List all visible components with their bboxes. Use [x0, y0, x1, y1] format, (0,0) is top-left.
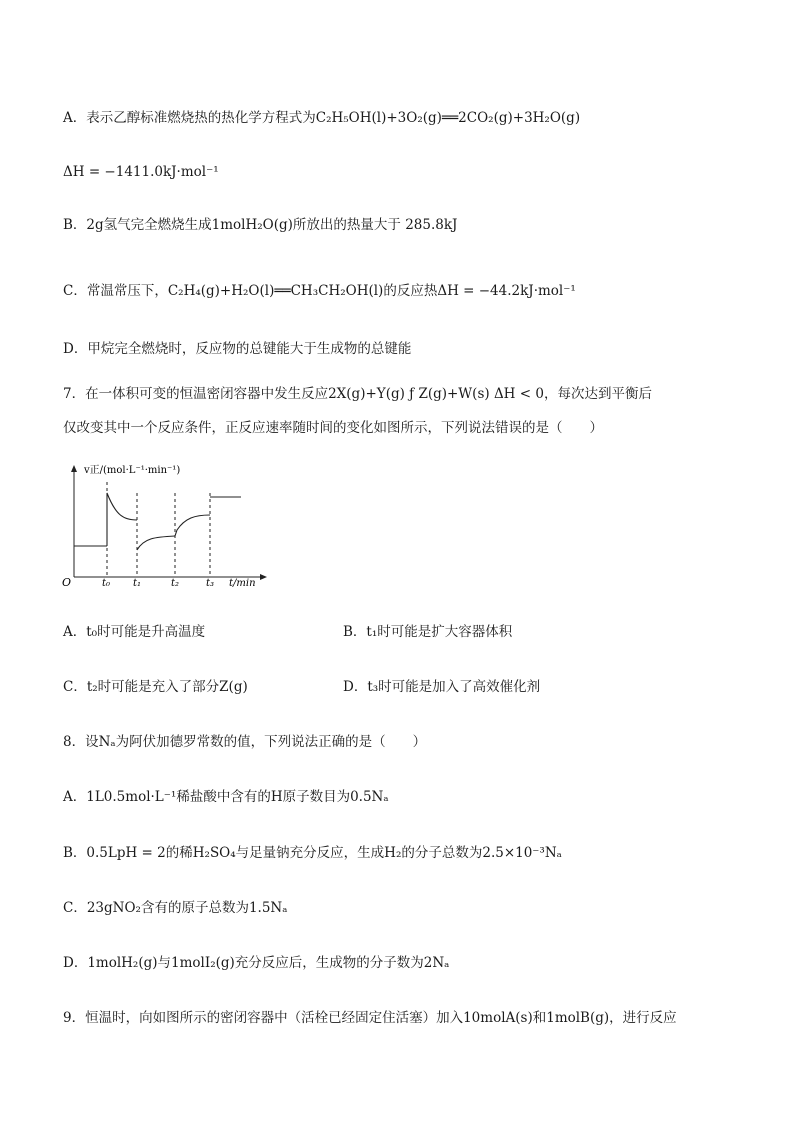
graph-origin-label: O: [62, 576, 72, 588]
q7-option-a: A．t₀时可能是升高温度: [63, 624, 206, 640]
q8-option-b: B．0.5LpH = 2的稀H₂SO₄与足量钠充分反应，生成H₂的分子总数为2.5×10⁻³Nₐ: [63, 845, 562, 861]
q6-option-d: D．甲烷完全燃烧时，反应物的总键能大于生成物的总键能: [63, 341, 412, 357]
q6-option-b: B．2g氢气完全燃烧生成1molH₂O(g)所放出的热量大于 285.8kJ: [63, 217, 458, 233]
q8-option-c: C．23gNO₂含有的原子总数为1.5Nₐ: [63, 900, 288, 916]
graph-tick-t1: t₁: [133, 578, 142, 588]
q8-stem: 8．设Nₐ为阿伏加德罗常数的值，下列说法正确的是（ ）: [63, 734, 427, 750]
q6-option-a-line1: A．表示乙醇标准燃烧热的热化学方程式为C₂H₅OH(l)+3O₂(g)══2CO₂(g)+3H₂O(g): [63, 110, 581, 126]
graph-tick-t0: t₀: [102, 578, 111, 588]
q7-stem-line2: 仅改变其中一个反应条件，正反应速率随时间的变化如图所示，下列说法错误的是（ ）: [63, 420, 603, 436]
graph-x-axis-label: t/min: [229, 578, 256, 588]
graph-y-axis-label: v正/(mol·L⁻¹·min⁻¹): [84, 465, 181, 476]
q7-rate-time-graph: [60, 460, 270, 588]
q6-option-c: C．常温常压下，C₂H₄(g)+H₂O(l)══CH₃CH₂OH(l)的反应热ΔH = −44.2kJ·mol⁻¹: [63, 283, 576, 299]
q7-stem-line1: 7．在一体积可变的恒温密闭容器中发生反应2X(g)+Y(g) ƒ Z(g)+W(s) ΔH < 0，每次达到平衡后: [63, 386, 652, 402]
q7-option-b: B．t₁时可能是扩大容器体积: [343, 624, 513, 640]
graph-tick-t2: t₂: [171, 578, 180, 588]
q8-option-d: D．1molH₂(g)与1molI₂(g)充分反应后，生成物的分子数为2Nₐ: [63, 955, 450, 971]
q8-option-a: A．1L0.5mol·L⁻¹稀盐酸中含有的H原子数目为0.5Nₐ: [63, 789, 389, 805]
q9-stem: 9．恒温时，向如图所示的密闭容器中（活栓已经固定住活塞）加入10molA(s)和1molB(g)，进行反应: [63, 1010, 677, 1026]
graph-tick-t3: t₃: [206, 578, 215, 588]
q6-option-a-line2: ΔH = −1411.0kJ·mol⁻¹: [63, 164, 219, 180]
q7-option-c: C．t₂时可能是充入了部分Z(g): [63, 679, 248, 695]
q7-option-d: D．t₃时可能是加入了高效催化剂: [343, 679, 541, 695]
